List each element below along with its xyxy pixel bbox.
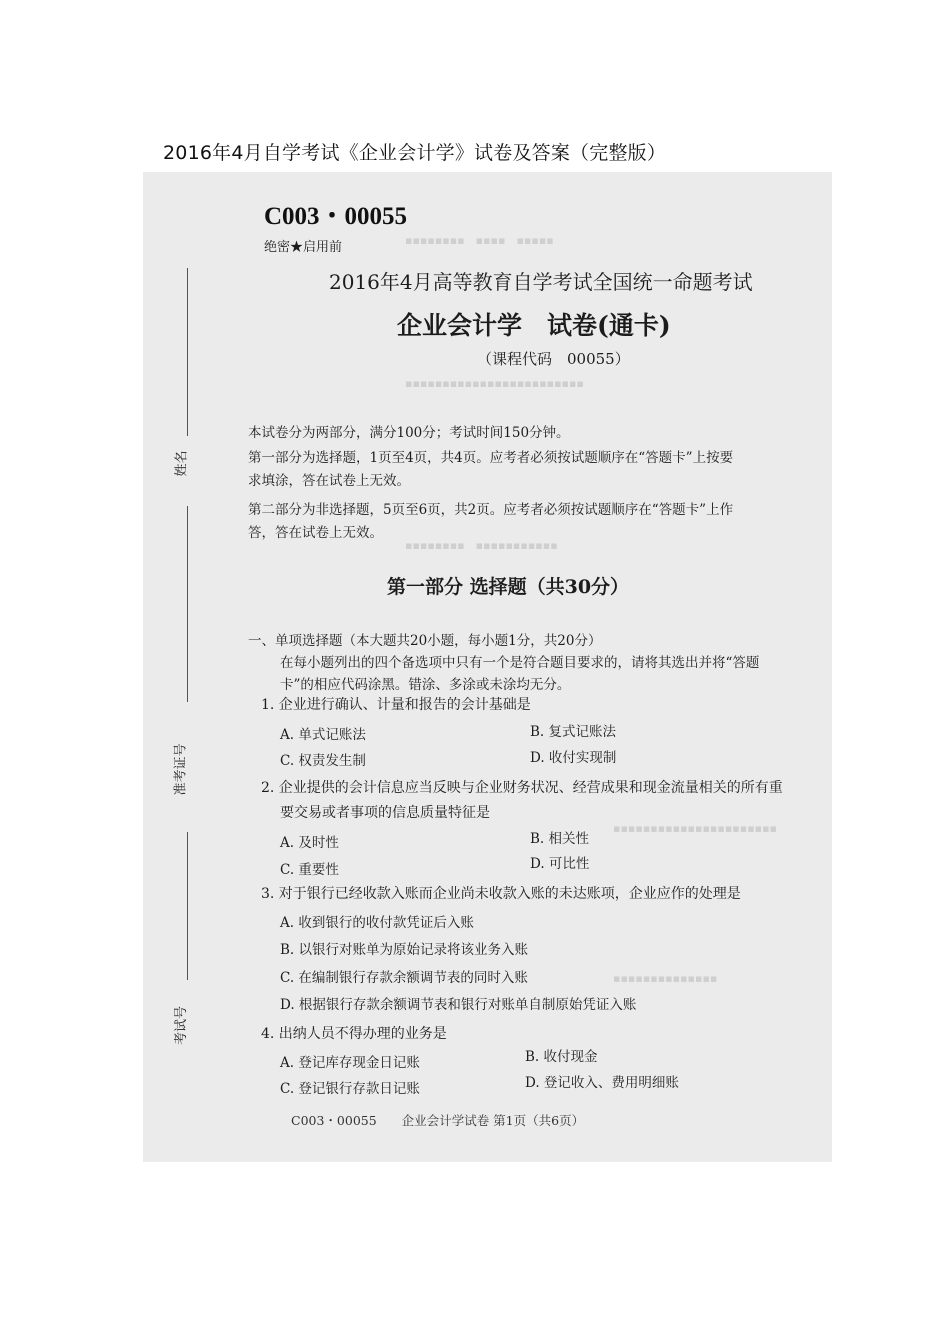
intro-line: 本试卷分为两部分，满分100分；考试时间150分钟。 [248,425,570,441]
option: B. 复式记账法 [530,724,617,740]
section-heading: 一、单项选择题（本大题共20小题，每小题1分，共20分） [248,633,602,649]
option: A. 及时性 [280,835,339,851]
subject-title: 企业会计学 试卷(通卡) [397,311,671,340]
question-stem: 1. 企业进行确认、计量和报告的会计基础是 [261,697,531,713]
course-code: （课程代码 00055） [477,350,630,368]
intro-line: 第一部分为选择题，1页至4页，共4页。应考者必须按试题顺序在“答题卡”上按要 [248,450,734,466]
question-stem: 要交易或者事项的信息质量特征是 [280,805,490,821]
name-label: 姓名 [174,450,190,477]
option: D. 收付实现制 [530,750,617,766]
question-stem: 2. 企业提供的会计信息应当反映与企业财务状况、经营成果和现金流量相关的所有重 [261,780,783,796]
page-footer: C003・00055 企业会计学试卷 第1页（共6页） [291,1113,585,1128]
option: A. 单式记账法 [280,727,366,743]
section-note: 卡”的相应代码涂黑。错涂、多涂或未涂均无分。 [280,677,571,693]
question-stem: 3. 对于银行已经收款入账而企业尚未收款入账的未达账项，企业应作的处理是 [261,886,741,902]
bleed-through-text: ▪▪▪▪▪▪▪▪▪▪▪▪▪▪▪▪▪▪▪▪▪▪ [613,822,778,835]
binding-line [187,268,188,436]
option: D. 可比性 [530,856,590,872]
question-stem: 4. 出纳人员不得办理的业务是 [261,1026,447,1042]
binding-line [187,506,188,702]
option: D. 登记收入、费用明细账 [525,1075,679,1091]
option: D. 根据银行存款余额调节表和银行对账单自制原始凭证入账 [280,997,637,1013]
exam-title: 2016年4月高等教育自学考试全国统一命题考试 [329,270,753,294]
ticket-number-label: 准考证号 [173,743,189,796]
option: C. 权责发生制 [280,753,366,769]
option: C. 重要性 [280,862,339,878]
option: B. 收付现金 [525,1049,598,1065]
option: C. 在编制银行存款余额调节表的同时入账 [280,970,528,986]
part-heading: 第一部分 选择题（共30分） [387,576,630,598]
intro-line: 求填涂，答在试卷上无效。 [248,473,410,489]
document-title: 2016年4月自学考试《企业会计学》试卷及答案（完整版） [163,142,667,164]
option: A. 收到银行的收付款凭证后入账 [280,915,474,931]
exam-number-label: 考试号 [174,1005,190,1046]
intro-line: 答，答在试卷上无效。 [248,525,383,541]
section-note: 在每小题列出的四个备选项中只有一个是符合题目要求的，请将其选出并将“答题 [280,655,760,671]
confidential-mark: 绝密★启用前 [264,240,343,255]
bleed-through-text: ▪▪▪▪▪▪▪▪▪▪▪▪▪▪▪▪▪▪▪▪▪▪▪▪ [405,377,584,390]
bleed-through-text: ▪▪▪▪▪▪▪▪ ▪▪▪▪ ▪▪▪▪▪ [405,234,554,247]
option: A. 登记库存现金日记账 [280,1055,420,1071]
option: C. 登记银行存款日记账 [280,1081,420,1097]
exam-paper-photo [143,172,832,1162]
option: B. 以银行对账单为原始记录将该业务入账 [280,942,529,958]
paper-code: C003・00055 [264,203,408,230]
intro-line: 第二部分为非选择题，5页至6页，共2页。应考者必须按试题顺序在“答题卡”上作 [248,502,734,518]
binding-line [187,832,188,980]
bleed-through-text: ▪▪▪▪▪▪▪▪ ▪▪▪▪▪▪▪▪▪▪▪ [405,539,558,552]
option: B. 相关性 [530,831,590,847]
bleed-through-text: ▪▪▪▪▪▪▪▪▪▪▪▪▪▪ [613,972,718,985]
